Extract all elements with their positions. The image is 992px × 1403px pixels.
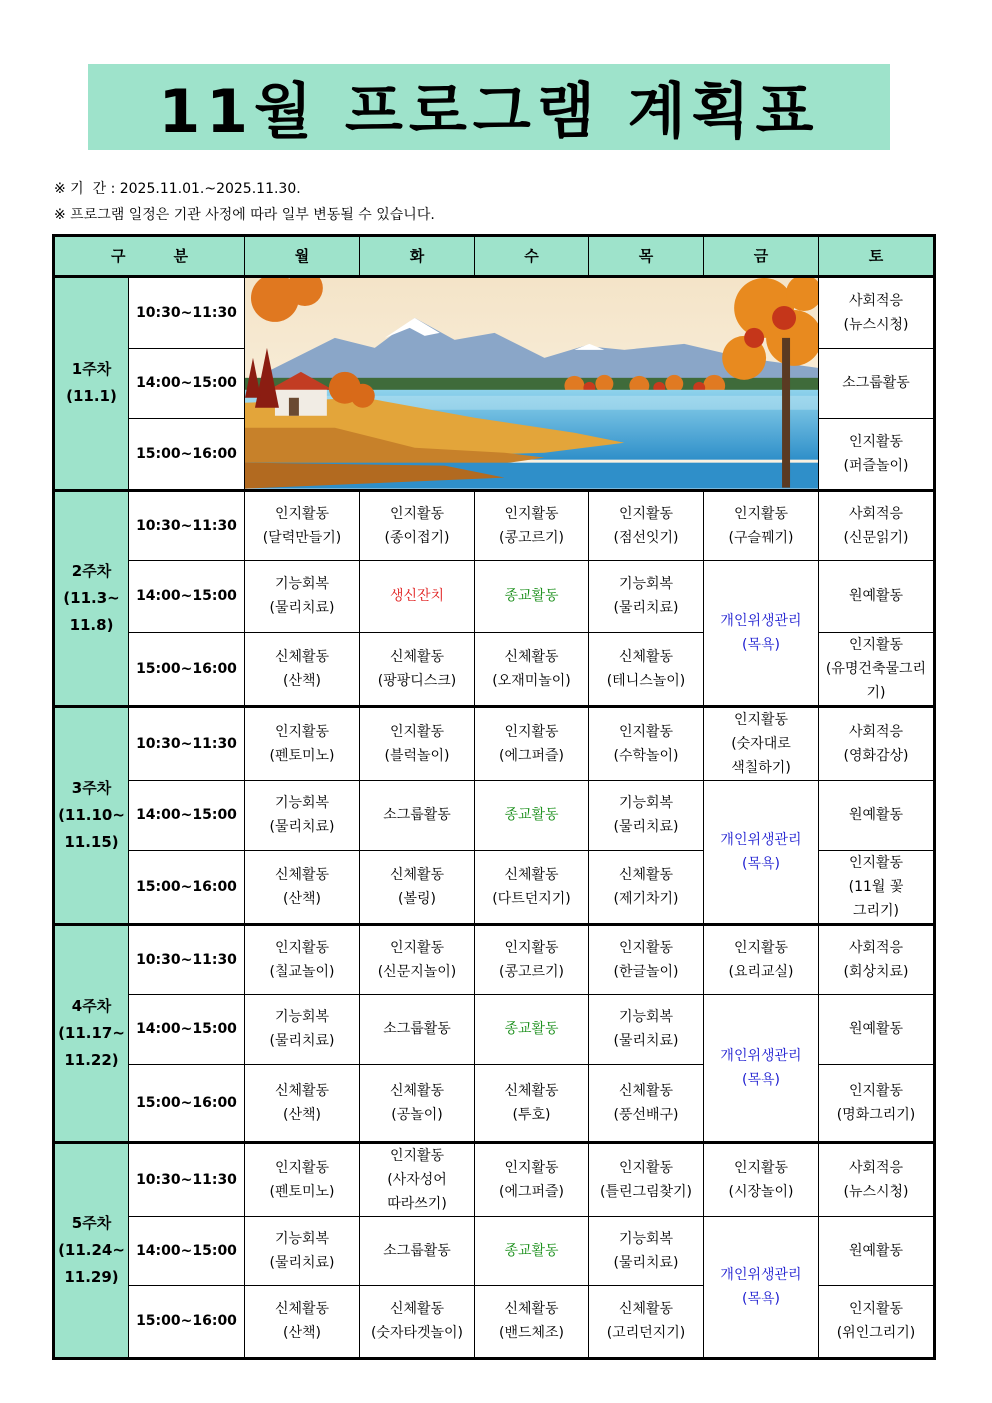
activity-cell-thu: 인지활동 (한글놀이): [589, 924, 704, 994]
activity-cell-sat: 원예활동: [819, 994, 935, 1064]
time-slot: 14:00~15:00: [129, 994, 245, 1064]
activity-cell-fri: 인지활동 (시장놀이): [704, 1142, 819, 1216]
activity-cell-wed: 종교활동: [475, 994, 589, 1064]
notes: [54, 176, 435, 228]
activity-cell-thu: 인지활동 (점선잇기): [589, 490, 704, 560]
table-row: [54, 924, 935, 994]
activity-cell-fri: 인지활동 (요리교실): [704, 924, 819, 994]
activity-cell-mon: 인지활동 (펜토미노): [245, 706, 360, 780]
activity-cell-mon: 신체활동 (산책): [245, 850, 360, 924]
time-slot: 10:30~11:30: [129, 1142, 245, 1216]
activity-cell-wed: 종교활동: [475, 780, 589, 850]
activity-cell: 소그룹활동: [819, 348, 935, 419]
activity-cell-hygiene: 개인위생관리 (목욕): [704, 560, 819, 706]
table-row: [54, 560, 935, 632]
activity-cell-thu: 기능회복 (물리치료): [589, 1216, 704, 1285]
header-mon: 월: [245, 236, 360, 277]
time-slot: 14:00~15:00: [129, 560, 245, 632]
activity-cell-sat: 원예활동: [819, 780, 935, 850]
activity-cell-mon: 신체활동 (산책): [245, 632, 360, 706]
activity-cell-thu: 인지활동 (틀린그림찾기): [589, 1142, 704, 1216]
week-name: 2주차: [71, 561, 112, 580]
week-label: [54, 924, 129, 1142]
activity-cell-thu: 인지활동 (수학놀이): [589, 706, 704, 780]
table-row: [54, 490, 935, 560]
notice-note: ※ 프로그램 일정은 기관 사정에 따라 일부 변동될 수 있습니다.: [54, 207, 435, 223]
activity-cell-tue: 인지활동 (사자성어 따라쓰기): [360, 1142, 475, 1216]
activity-cell-wed: 신체활동 (밴드체조): [475, 1285, 589, 1358]
activity-cell-thu: 기능회복 (물리치료): [589, 560, 704, 632]
activity-cell-wed: 신체활동 (다트던지기): [475, 850, 589, 924]
title-banner: [88, 64, 890, 150]
activity-cell-wed: 신체활동 (투호): [475, 1064, 589, 1142]
table-row: [54, 1142, 935, 1216]
week-range: (11.10~ 11.15): [58, 805, 125, 851]
activity-cell-thu: 신체활동 (테니스놀이): [589, 632, 704, 706]
activity-cell-sat: 사회적응 (회상치료): [819, 924, 935, 994]
activity-cell-fri: 인지활동 (구슬꿰기): [704, 490, 819, 560]
table-row: [54, 277, 935, 349]
time-slot: 15:00~16:00: [129, 850, 245, 924]
page-title: 11월 프로그램 계획표: [158, 77, 820, 147]
time-slot: 14:00~15:00: [129, 1216, 245, 1285]
activity-cell-tue: 신체활동 (볼링): [360, 850, 475, 924]
activity-cell-wed: 종교활동: [475, 560, 589, 632]
activity-cell-sat: 사회적응 (뉴스시청): [819, 1142, 935, 1216]
activity-cell-hygiene: 개인위생관리 (목욕): [704, 994, 819, 1142]
table-row: [54, 706, 935, 780]
schedule-table: [52, 234, 936, 1360]
activity-cell-mon: 인지활동 (펜토미노): [245, 1142, 360, 1216]
table-row: [54, 780, 935, 850]
header-wed: 수: [475, 236, 589, 277]
activity-cell-tue: 인지활동 (신문지놀이): [360, 924, 475, 994]
week-range: (11.3~ 11.8): [63, 588, 120, 634]
time-slot: 15:00~16:00: [129, 1285, 245, 1358]
activity-cell-tue: 소그룹활동: [360, 1216, 475, 1285]
activity-cell: 사회적응 (뉴스시청): [819, 277, 935, 349]
header-thu: 목: [589, 236, 704, 277]
table-row: [54, 1216, 935, 1285]
time-slot: 15:00~16:00: [129, 419, 245, 491]
activity-cell-wed: 종교활동: [475, 1216, 589, 1285]
activity-cell-thu: 신체활동 (제기차기): [589, 850, 704, 924]
activity-cell-tue: 생신잔치: [360, 560, 475, 632]
activity-cell-thu: 기능회복 (물리치료): [589, 780, 704, 850]
week-range: (11.17~ 11.22): [58, 1023, 125, 1069]
activity-cell-fri: 인지활동 (숫자대로 색칠하기): [704, 706, 819, 780]
week-range: (11.24~ 11.29): [58, 1240, 125, 1286]
time-slot: 10:30~11:30: [129, 277, 245, 349]
table-row: [54, 994, 935, 1064]
activity-cell-wed: 신체활동 (오재미놀이): [475, 632, 589, 706]
header-bun: 분: [173, 247, 188, 265]
activity-cell-wed: 인지활동 (에그퍼즐): [475, 1142, 589, 1216]
time-slot: 10:30~11:30: [129, 706, 245, 780]
activity-cell-mon: 기능회복 (물리치료): [245, 1216, 360, 1285]
activity-cell-mon: 기능회복 (물리치료): [245, 780, 360, 850]
activity-cell-tue: 신체활동 (팡팡디스크): [360, 632, 475, 706]
activity-cell-sat: 사회적응 (신문읽기): [819, 490, 935, 560]
activity-cell-mon: 기능회복 (물리치료): [245, 994, 360, 1064]
week-name: 3주차: [71, 778, 112, 797]
activity-cell-thu: 신체활동 (고리던지기): [589, 1285, 704, 1358]
week-label: [54, 1142, 129, 1358]
activity-cell-mon: 기능회복 (물리치료): [245, 560, 360, 632]
header-row: [54, 236, 935, 277]
activity-cell-hygiene: 개인위생관리 (목욕): [704, 780, 819, 924]
header-fri: 금: [704, 236, 819, 277]
week-label: [54, 277, 129, 491]
time-slot: 15:00~16:00: [129, 1064, 245, 1142]
activity-cell-mon: 인지활동 (칠교놀이): [245, 924, 360, 994]
activity-cell-mon: 신체활동 (산책): [245, 1064, 360, 1142]
header-gu: 구: [111, 247, 126, 265]
activity-cell-wed: 인지활동 (에그퍼즐): [475, 706, 589, 780]
autumn-lake-picture: [245, 277, 819, 491]
week-label: [54, 490, 129, 706]
activity-cell-mon: 신체활동 (산책): [245, 1285, 360, 1358]
week-name: 1주차: [71, 360, 112, 379]
activity-cell: 인지활동 (퍼즐놀이): [819, 419, 935, 491]
activity-cell-tue: 신체활동 (숫자타겟놀이): [360, 1285, 475, 1358]
activity-cell-sat: 인지활동 (명화그리기): [819, 1064, 935, 1142]
week-name: 5주차: [71, 1213, 112, 1232]
activity-cell-sat: 원예활동: [819, 560, 935, 632]
period-note: ※ 기 간 : 2025.11.01.~2025.11.30.: [54, 181, 301, 197]
activity-cell-tue: 인지활동 (블럭놀이): [360, 706, 475, 780]
activity-cell-sat: 인지활동 (유명건축물그리기): [819, 632, 935, 706]
time-slot: 10:30~11:30: [129, 490, 245, 560]
activity-cell-wed: 인지활동 (콩고르기): [475, 490, 589, 560]
activity-cell-tue: 소그룹활동: [360, 780, 475, 850]
week-name: 4주차: [71, 996, 112, 1015]
activity-cell-sat: 원예활동: [819, 1216, 935, 1285]
activity-cell-tue: 인지활동 (종이접기): [360, 490, 475, 560]
week-label: [54, 706, 129, 924]
activity-cell-tue: 신체활동 (공놀이): [360, 1064, 475, 1142]
activity-cell-sat: 인지활동 (11월 꽃 그리기): [819, 850, 935, 924]
header-sat: 토: [819, 236, 935, 277]
landscape-image: [245, 278, 818, 489]
time-slot: 14:00~15:00: [129, 348, 245, 419]
activity-cell-thu: 신체활동 (풍선배구): [589, 1064, 704, 1142]
activity-cell-tue: 소그룹활동: [360, 994, 475, 1064]
time-slot: 10:30~11:30: [129, 924, 245, 994]
activity-cell-hygiene: 개인위생관리 (목욕): [704, 1216, 819, 1358]
time-slot: 14:00~15:00: [129, 780, 245, 850]
activity-cell-mon: 인지활동 (달력만들기): [245, 490, 360, 560]
activity-cell-thu: 기능회복 (물리치료): [589, 994, 704, 1064]
week-range: (11.1): [66, 387, 117, 406]
activity-cell-wed: 인지활동 (콩고르기): [475, 924, 589, 994]
header-category: [54, 236, 245, 277]
time-slot: 15:00~16:00: [129, 632, 245, 706]
header-tue: 화: [360, 236, 475, 277]
activity-cell-sat: 인지활동 (위인그리기): [819, 1285, 935, 1358]
activity-cell-sat: 사회적응 (영화감상): [819, 706, 935, 780]
